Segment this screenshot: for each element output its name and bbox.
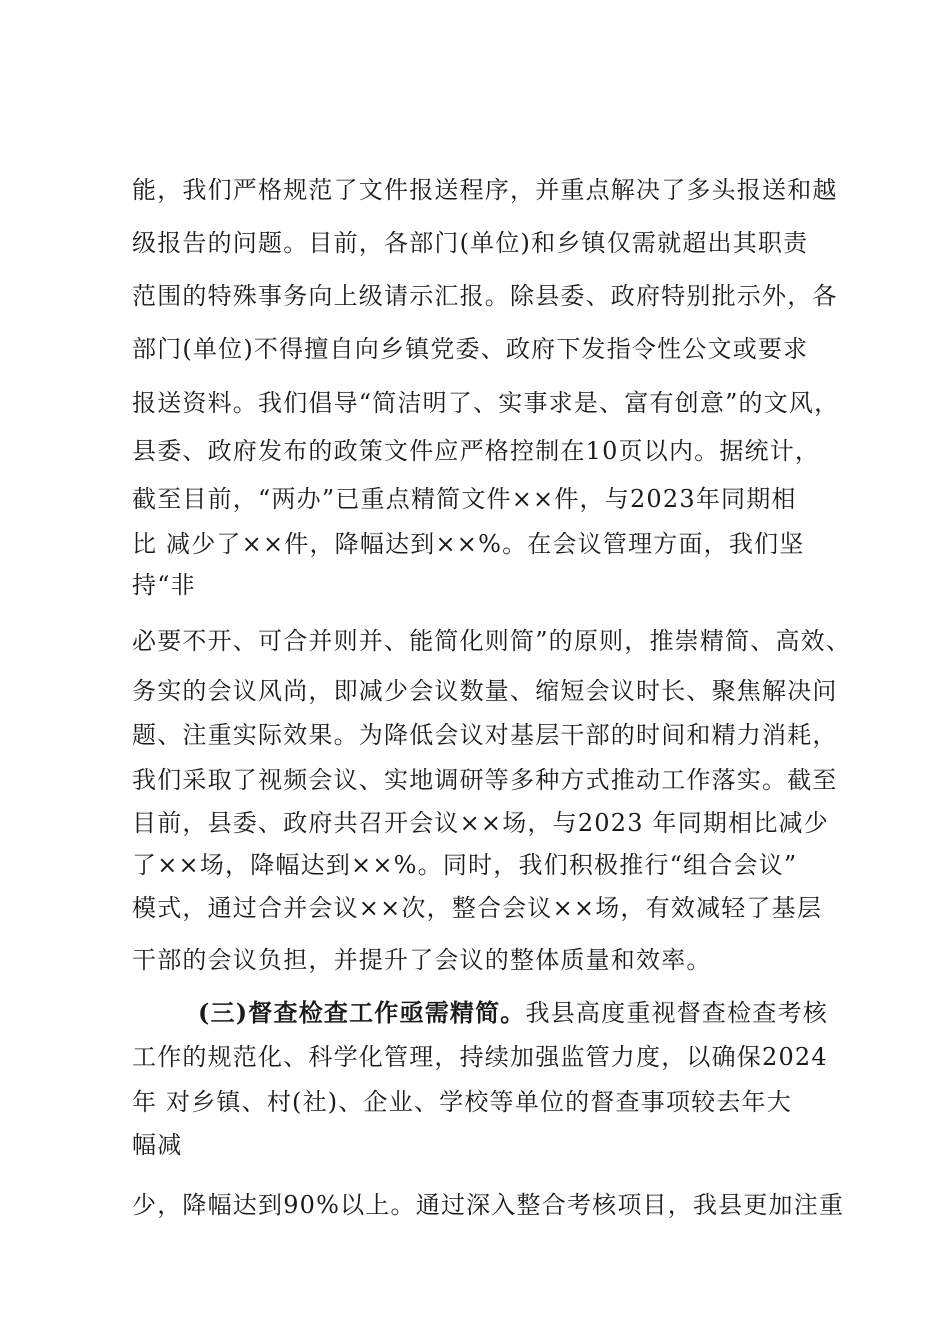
- paragraph-line: 模式，通过合并会议××次，整合会议××场，有效减轻了基层: [132, 894, 823, 922]
- section-heading-line: [198, 998, 828, 1028]
- paragraph-line: 务实的会议风尚，即减少会议数量、缩短会议时长、聚焦解决问: [132, 677, 838, 705]
- paragraph-line: 范围的特殊事务向上级请示汇报。除县委、政府特别批示外，各: [132, 282, 838, 310]
- paragraph-line: 年 对乡镇、村(社)、企业、学校等单位的督查事项较去年大: [132, 1088, 792, 1116]
- paragraph-line: 必要不开、可合并则并、能简化则简”的原则，推崇精简、高效、: [132, 627, 852, 655]
- section-heading: (三)督查检查工作亟需精简。: [198, 998, 526, 1027]
- paragraph-line: 持“非: [132, 571, 196, 599]
- paragraph-line: 干部的会议负担，并提升了会议的整体质量和效率。: [132, 946, 712, 974]
- paragraph-line: 工作的规范化、科学化管理，持续加强监管力度，以确保2024: [132, 1043, 828, 1071]
- paragraph-line: 级报告的问题。目前，各部门(单位)和乡镇仅需就超出其职责: [132, 229, 809, 257]
- paragraph-line: 目前，县委、政府共召开会议××场，与2023 年同期相比减少: [132, 809, 829, 837]
- paragraph-line: 报送资料。我们倡导“简洁明了、实事求是、富有创意”的文风，: [132, 389, 840, 417]
- paragraph-line: 我们采取了视频会议、实地调研等多种方式推动工作落实。截至: [132, 766, 838, 794]
- paragraph-line: 截至目前，“两办”已重点精简文件××件，与2023年同期相: [132, 485, 797, 513]
- paragraph-line: 部门(单位)不得擅自向乡镇党委、政府下发指令性公文或要求: [132, 335, 809, 363]
- paragraph-line: 少，降幅达到90%以上。通过深入整合考核项目，我县更加注重: [132, 1191, 845, 1219]
- paragraph-line: 比 减少了××件，降幅达到××%。在会议管理方面，我们坚: [132, 530, 805, 558]
- paragraph-line: 幅减: [132, 1131, 183, 1159]
- section-heading-continuation: 我县高度重视督查检查考核: [525, 999, 828, 1027]
- paragraph-line: 了××场，降幅达到××%。同时，我们积极推行“组合会议”: [132, 851, 798, 879]
- paragraph-line: 县委、政府发布的政策文件应严格控制在10页以内。据统计，: [132, 437, 821, 465]
- paragraph-line: 题、注重实际效果。为降低会议对基层干部的时间和精力消耗，: [132, 721, 838, 749]
- paragraph-line: 能，我们严格规范了文件报送程序，并重点解决了多头报送和越: [132, 176, 838, 204]
